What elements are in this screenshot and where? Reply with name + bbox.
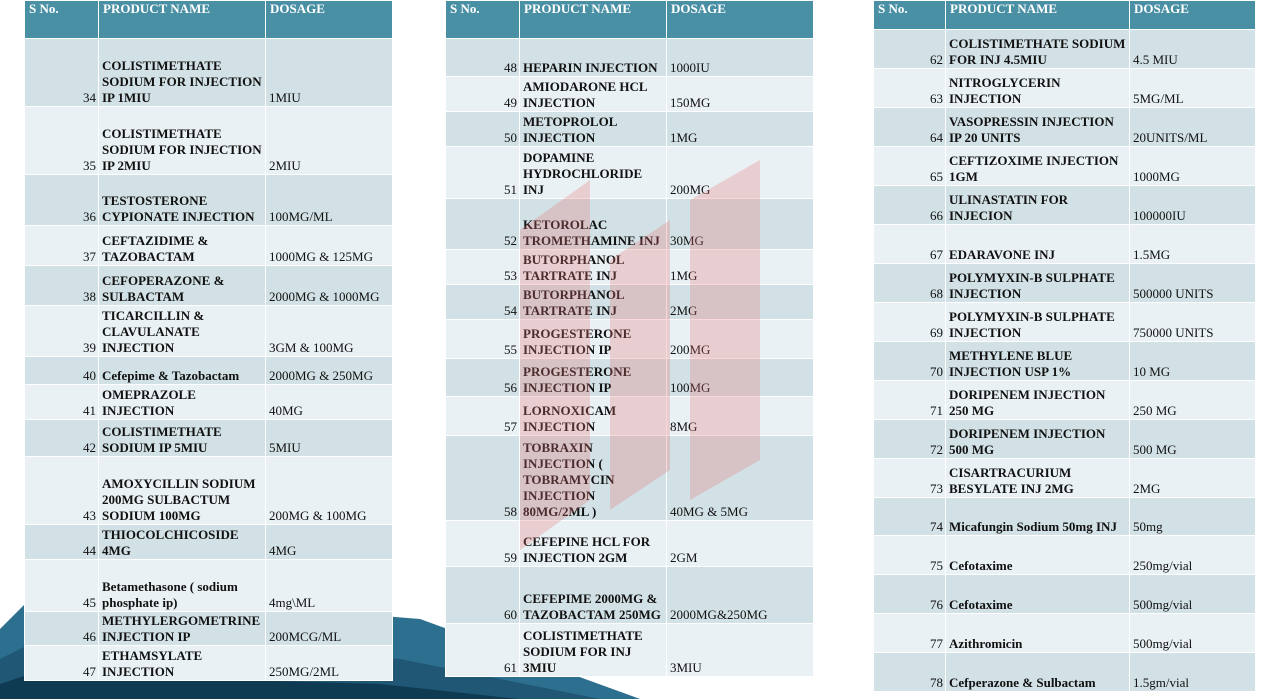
table-row	[446, 624, 814, 677]
table-row	[446, 285, 814, 320]
row-dosage: 150MG	[667, 77, 814, 112]
table-row	[874, 108, 1256, 147]
row-dosage: 20UNITS/ML	[1130, 108, 1256, 147]
row-sno: 36	[25, 175, 99, 226]
table-row	[446, 39, 814, 77]
row-dosage: 30MG	[667, 199, 814, 250]
row-sno: 50	[446, 112, 520, 147]
row-dosage: 200MCG/ML	[266, 612, 393, 646]
row-dosage: 500 MG	[1130, 420, 1256, 459]
row-dosage: 5MIU	[266, 420, 393, 457]
row-dosage: 200MG	[667, 320, 814, 359]
row-dosage: 40MG	[266, 385, 393, 420]
row-product-name: Cefperazone & Sulbactam	[946, 653, 1130, 692]
row-product-name: COLISTIMETHATE SODIUM FOR INJ 4.5MIU	[946, 30, 1130, 69]
row-dosage: 2MG	[1130, 459, 1256, 498]
row-sno: 46	[25, 612, 99, 646]
table-row	[874, 653, 1256, 692]
table-row	[446, 77, 814, 112]
header-sno: S No.	[874, 1, 946, 30]
row-sno: 53	[446, 250, 520, 285]
row-product-name: METHYLENE BLUE INJECTION USP 1%	[946, 342, 1130, 381]
row-product-name: Betamethasone ( sodium phosphate ip)	[99, 560, 266, 612]
row-sno: 70	[874, 342, 946, 381]
row-sno: 73	[874, 459, 946, 498]
table-row	[25, 560, 393, 612]
row-sno: 59	[446, 521, 520, 567]
table-row	[446, 112, 814, 147]
row-product-name: LORNOXICAM INJECTION	[520, 397, 667, 436]
table-row	[874, 614, 1256, 653]
table-row	[25, 357, 393, 385]
row-dosage: 1000IU	[667, 39, 814, 77]
row-sno: 35	[25, 107, 99, 175]
header-dosage: DOSAGE	[1130, 1, 1256, 30]
row-sno: 65	[874, 147, 946, 186]
table-row	[446, 250, 814, 285]
row-product-name: Cefepime & Tazobactam	[99, 357, 266, 385]
row-dosage: 2GM	[667, 521, 814, 567]
row-product-name: COLISTIMETHATE SODIUM FOR INJECTION IP 1MIU	[99, 39, 266, 107]
row-product-name: Micafungin Sodium 50mg INJ	[946, 498, 1130, 536]
row-sno: 38	[25, 266, 99, 306]
row-dosage: 1MG	[667, 112, 814, 147]
row-sno: 47	[25, 646, 99, 681]
row-product-name: TESTOSTERONE CYPIONATE INJECTION	[99, 175, 266, 226]
header-sno: S No.	[25, 1, 99, 39]
row-product-name: CEFEPIME 2000MG & TAZOBACTAM 250MG	[520, 567, 667, 624]
row-product-name: AMOXYCILLIN SODIUM 200MG SULBACTUM SODIUM 100MG	[99, 457, 266, 525]
row-sno: 58	[446, 436, 520, 521]
row-product-name: PROGESTERONE INJECTION IP	[520, 320, 667, 359]
table-row	[874, 147, 1256, 186]
row-dosage: 1.5MG	[1130, 225, 1256, 264]
table-row	[874, 381, 1256, 420]
row-dosage: 250MG/2ML	[266, 646, 393, 681]
table-row	[874, 575, 1256, 614]
table-row	[25, 646, 393, 681]
table-row	[874, 420, 1256, 459]
header-product-name: PRODUCT NAME	[946, 1, 1130, 30]
row-sno: 44	[25, 525, 99, 560]
row-sno: 68	[874, 264, 946, 303]
row-sno: 39	[25, 306, 99, 357]
header-row	[446, 1, 814, 39]
row-product-name: CEFOPERAZONE & SULBACTAM	[99, 266, 266, 306]
row-product-name: ULINASTATIN FOR INJECION	[946, 186, 1130, 225]
row-dosage: 1MIU	[266, 39, 393, 107]
row-dosage: 3MIU	[667, 624, 814, 677]
row-dosage: 50mg	[1130, 498, 1256, 536]
row-sno: 72	[874, 420, 946, 459]
row-product-name: POLYMYXIN-B SULPHATE INJECTION	[946, 303, 1130, 342]
row-sno: 75	[874, 536, 946, 575]
row-dosage: 100000IU	[1130, 186, 1256, 225]
row-dosage: 4mg\ML	[266, 560, 393, 612]
row-dosage: 8MG	[667, 397, 814, 436]
table-row	[446, 567, 814, 624]
row-dosage: 2MIU	[266, 107, 393, 175]
row-product-name: CEFTIZOXIME INJECTION 1GM	[946, 147, 1130, 186]
row-product-name: DORIPENEM INJECTION 500 MG	[946, 420, 1130, 459]
table-row	[446, 521, 814, 567]
table-row	[874, 225, 1256, 264]
table-row	[446, 359, 814, 397]
table-row	[446, 199, 814, 250]
table-row	[25, 420, 393, 457]
row-sno: 76	[874, 575, 946, 614]
row-dosage: 5MG/ML	[1130, 69, 1256, 108]
row-product-name: NITROGLYCERIN INJECTION	[946, 69, 1130, 108]
row-dosage: 1000MG & 125MG	[266, 226, 393, 266]
table-row	[25, 306, 393, 357]
table-row	[25, 226, 393, 266]
row-product-name: TOBRAXIN INJECTION ( TOBRAMYCIN INJECTION 80MG/2ML )	[520, 436, 667, 521]
row-sno: 37	[25, 226, 99, 266]
row-sno: 61	[446, 624, 520, 677]
row-sno: 43	[25, 457, 99, 525]
row-product-name: DORIPENEM INJECTION 250 MG	[946, 381, 1130, 420]
row-sno: 49	[446, 77, 520, 112]
row-dosage: 100MG	[667, 359, 814, 397]
row-dosage: 500mg/vial	[1130, 614, 1256, 653]
table-row	[25, 385, 393, 420]
row-dosage: 250 MG	[1130, 381, 1256, 420]
row-dosage: 2000MG & 1000MG	[266, 266, 393, 306]
table-row	[874, 186, 1256, 225]
table-row	[874, 498, 1256, 536]
table-row	[25, 266, 393, 306]
table-row	[874, 342, 1256, 381]
row-sno: 41	[25, 385, 99, 420]
row-dosage: 200MG & 100MG	[266, 457, 393, 525]
row-sno: 66	[874, 186, 946, 225]
row-product-name: Cefotaxime	[946, 536, 1130, 575]
row-product-name: METHYLERGOMETRINE INJECTION IP	[99, 612, 266, 646]
row-dosage: 4MG	[266, 525, 393, 560]
row-dosage: 1000MG	[1130, 147, 1256, 186]
row-sno: 45	[25, 560, 99, 612]
row-dosage: 1.5gm/vial	[1130, 653, 1256, 692]
row-product-name: DOPAMINE HYDROCHLORIDE INJ	[520, 147, 667, 199]
row-dosage: 10 MG	[1130, 342, 1256, 381]
header-product-name: PRODUCT NAME	[99, 1, 266, 39]
row-sno: 55	[446, 320, 520, 359]
row-product-name: COLISTIMETHATE SODIUM IP 5MIU	[99, 420, 266, 457]
row-product-name: CEFEPINE HCL FOR INJECTION 2GM	[520, 521, 667, 567]
table-row	[25, 612, 393, 646]
row-dosage: 40MG & 5MG	[667, 436, 814, 521]
header-product-name: PRODUCT NAME	[520, 1, 667, 39]
row-sno: 60	[446, 567, 520, 624]
row-sno: 40	[25, 357, 99, 385]
row-product-name: AMIODARONE HCL INJECTION	[520, 77, 667, 112]
row-dosage: 2MG	[667, 285, 814, 320]
row-dosage: 100MG/ML	[266, 175, 393, 226]
row-dosage: 4.5 MIU	[1130, 30, 1256, 69]
header-dosage: DOSAGE	[667, 1, 814, 39]
row-dosage: 200MG	[667, 147, 814, 199]
row-sno: 71	[874, 381, 946, 420]
table-row	[874, 459, 1256, 498]
row-sno: 74	[874, 498, 946, 536]
product-table-1	[24, 0, 393, 681]
row-product-name: Azithromicin	[946, 614, 1130, 653]
table-row	[446, 397, 814, 436]
table-row	[446, 147, 814, 199]
row-product-name: CISARTRACURIUM BESYLATE INJ 2MG	[946, 459, 1130, 498]
row-product-name: COLISTIMETHATE SODIUM FOR INJ 3MIU	[520, 624, 667, 677]
product-table-2	[445, 0, 814, 677]
row-dosage: 3GM & 100MG	[266, 306, 393, 357]
row-sno: 56	[446, 359, 520, 397]
row-sno: 67	[874, 225, 946, 264]
row-dosage: 2000MG & 250MG	[266, 357, 393, 385]
row-product-name: VASOPRESSIN INJECTION IP 20 UNITS	[946, 108, 1130, 147]
table-row	[874, 30, 1256, 69]
table-row	[25, 457, 393, 525]
row-sno: 52	[446, 199, 520, 250]
row-dosage: 250mg/vial	[1130, 536, 1256, 575]
row-sno: 48	[446, 39, 520, 77]
product-table-3	[873, 0, 1256, 692]
row-product-name: EDARAVONE INJ	[946, 225, 1130, 264]
row-sno: 34	[25, 39, 99, 107]
row-sno: 77	[874, 614, 946, 653]
row-product-name: ETHAMSYLATE INJECTION	[99, 646, 266, 681]
row-product-name: POLYMYXIN-B SULPHATE INJECTION	[946, 264, 1130, 303]
row-product-name: Cefotaxime	[946, 575, 1130, 614]
row-product-name: TICARCILLIN & CLAVULANATE INJECTION	[99, 306, 266, 357]
row-sno: 62	[874, 30, 946, 69]
row-sno: 78	[874, 653, 946, 692]
table-row	[874, 536, 1256, 575]
table-row	[874, 303, 1256, 342]
row-product-name: PROGESTERONE INJECTION IP	[520, 359, 667, 397]
row-dosage: 750000 UNITS	[1130, 303, 1256, 342]
table-row	[25, 39, 393, 107]
table-row	[874, 69, 1256, 108]
header-dosage: DOSAGE	[266, 1, 393, 39]
row-sno: 51	[446, 147, 520, 199]
row-product-name: HEPARIN INJECTION	[520, 39, 667, 77]
row-dosage: 500000 UNITS	[1130, 264, 1256, 303]
row-product-name: METOPROLOL INJECTION	[520, 112, 667, 147]
header-row	[25, 1, 393, 39]
table-row	[446, 320, 814, 359]
row-sno: 42	[25, 420, 99, 457]
row-product-name: KETOROLAC TROMETHAMINE INJ	[520, 199, 667, 250]
row-sno: 64	[874, 108, 946, 147]
row-product-name: THIOCOLCHICOSIDE 4MG	[99, 525, 266, 560]
row-product-name: OMEPRAZOLE INJECTION	[99, 385, 266, 420]
row-dosage: 500mg/vial	[1130, 575, 1256, 614]
row-dosage: 1MG	[667, 250, 814, 285]
row-product-name: BUTORPHANOL TARTRATE INJ	[520, 250, 667, 285]
table-row	[25, 525, 393, 560]
row-product-name: CEFTAZIDIME & TAZOBACTAM	[99, 226, 266, 266]
row-sno: 54	[446, 285, 520, 320]
row-product-name: COLISTIMETHATE SODIUM FOR INJECTION IP 2MIU	[99, 107, 266, 175]
table-row	[446, 436, 814, 521]
table-row	[25, 107, 393, 175]
row-sno: 63	[874, 69, 946, 108]
row-dosage: 2000MG&250MG	[667, 567, 814, 624]
table-row	[25, 175, 393, 226]
row-sno: 69	[874, 303, 946, 342]
table-row	[874, 264, 1256, 303]
header-sno: S No.	[446, 1, 520, 39]
header-row	[874, 1, 1256, 30]
row-sno: 57	[446, 397, 520, 436]
row-product-name: BUTORPHANOL TARTRATE INJ	[520, 285, 667, 320]
